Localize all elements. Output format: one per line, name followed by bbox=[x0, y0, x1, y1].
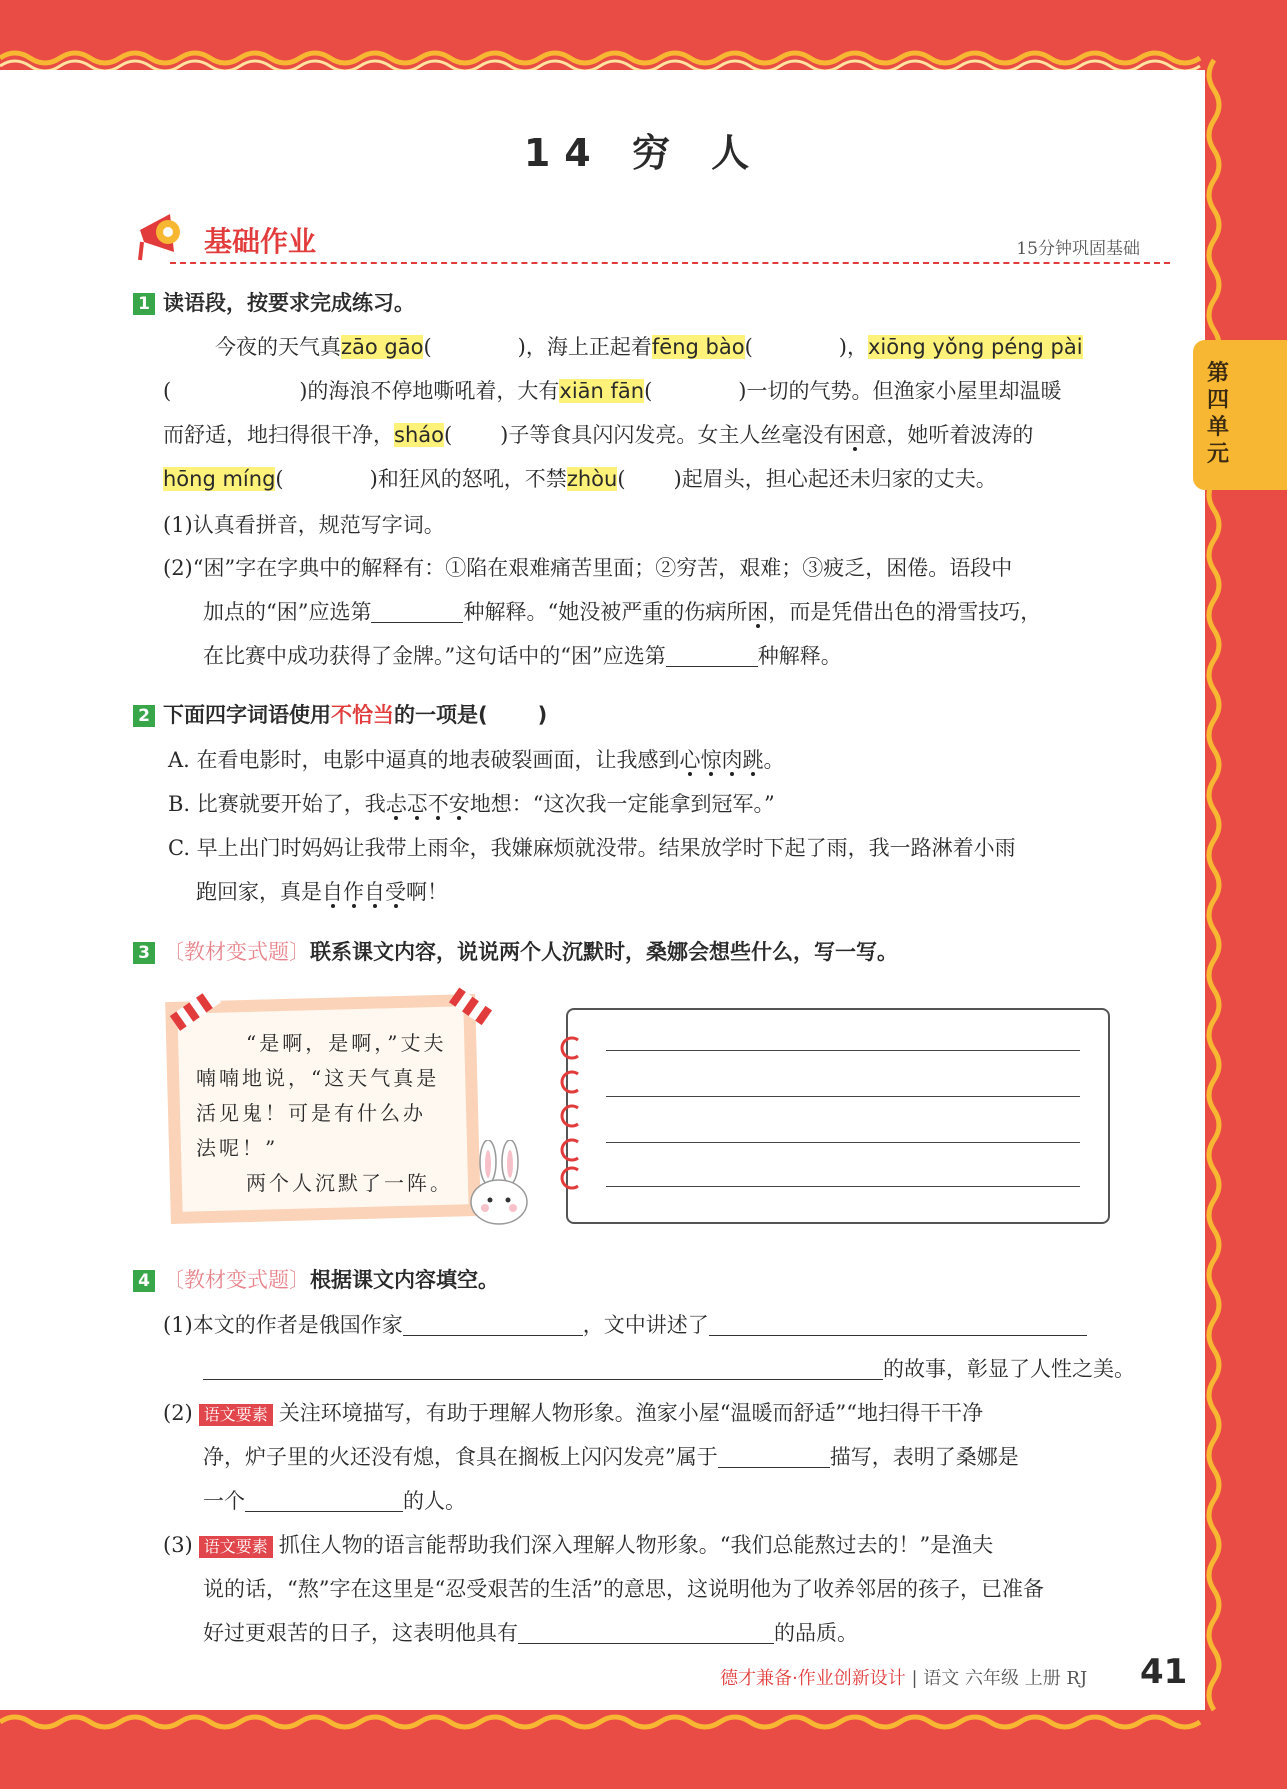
bunny-icon bbox=[460, 1140, 540, 1230]
q2-option-c-line1: C. 早上出门时妈妈让我带上雨伞，我嫌麻烦就没带。结果放学时下起了雨，我一路淋着小雨 bbox=[168, 836, 1016, 860]
q4-s2-line3 bbox=[203, 1486, 466, 1516]
writing-line[interactable] bbox=[606, 1142, 1080, 1143]
pinyin-xianfan: xiān fān bbox=[559, 379, 645, 403]
q1-paragraph-line1 bbox=[215, 332, 1083, 362]
q1-text: ， bbox=[846, 335, 868, 359]
option-text: A. 在看电影时，电影中逼真的地表破裂画面，让我感到 bbox=[168, 748, 680, 772]
q1-text: 而舒适，地扫得很干净， bbox=[163, 423, 394, 447]
q1-text: 种解释。 bbox=[757, 644, 842, 668]
answer-paren[interactable]: ( ) bbox=[163, 379, 308, 403]
q1-text: ，而是凭借出色的滑雪技巧， bbox=[768, 600, 1042, 624]
dotted-char-kun: 困 bbox=[844, 423, 866, 447]
writing-line[interactable] bbox=[606, 1186, 1080, 1187]
quote-line: “是啊，是啊，”丈夫 bbox=[246, 1031, 447, 1055]
answer-paren[interactable]: ( ) bbox=[644, 379, 747, 403]
q4-text: ，文中讲述了 bbox=[582, 1313, 709, 1337]
q1-prompt: 读语段，按要求完成练习。 bbox=[163, 291, 415, 315]
q1-text: 子等食具闪闪发亮。女主人丝毫没有 bbox=[508, 423, 845, 447]
q4-text: 的故事，彰显了人性之美。 bbox=[883, 1357, 1135, 1381]
dotted-char: 自 bbox=[364, 880, 385, 904]
q1-sub2-line3 bbox=[203, 641, 842, 671]
answer-paren[interactable]: ( ) bbox=[275, 467, 378, 491]
q4-prompt-line bbox=[133, 1265, 499, 1295]
q4-text: 好过更艰苦的日子，这表明他具有 bbox=[203, 1621, 518, 1645]
answer-blank[interactable] bbox=[403, 1313, 583, 1336]
unit-tab-label: 第四单元 bbox=[1207, 361, 1230, 467]
dotted-char: 安 bbox=[448, 792, 470, 816]
q1-number: 1 bbox=[133, 293, 155, 315]
section-divider bbox=[170, 262, 1170, 264]
unit-tab bbox=[1193, 340, 1287, 490]
answer-blank[interactable] bbox=[518, 1621, 774, 1644]
language-element-badge: 语文要素 bbox=[199, 1536, 273, 1558]
q1-text: 种解释。“她没被严重的伤病所 bbox=[463, 600, 748, 624]
q4-number: 4 bbox=[133, 1270, 155, 1292]
section-note: 15分钟巩固基础 bbox=[1016, 239, 1140, 259]
notebook-rings-icon bbox=[552, 1030, 586, 1190]
q2-prompt-emphasis: 不恰当 bbox=[331, 703, 394, 727]
answer-paren[interactable]: ( ) bbox=[443, 423, 509, 447]
answer-blank[interactable] bbox=[718, 1445, 830, 1468]
quote-text bbox=[196, 1026, 476, 1201]
q3-tag: 〔教材变式题〕 bbox=[163, 940, 310, 964]
q4-s2-line1 bbox=[163, 1398, 983, 1428]
section-title: 基础作业 bbox=[204, 225, 317, 258]
q2-prompt: 下面四字词语使用 bbox=[163, 703, 331, 727]
q1-text: 一切的气势。但渔家小屋里却温暖 bbox=[746, 379, 1062, 403]
q2-option-c-line2 bbox=[196, 877, 448, 907]
q2-prompt: 的一项是( bbox=[394, 703, 488, 727]
q4-s3-line3 bbox=[203, 1618, 858, 1648]
q1-text: 的海浪不停地嘶吼着，大有 bbox=[307, 379, 560, 403]
dotted-word bbox=[386, 792, 470, 816]
megaphone-icon bbox=[130, 208, 196, 266]
answer-blank[interactable] bbox=[371, 600, 463, 623]
option-text: 。 bbox=[763, 748, 785, 772]
q3-number: 3 bbox=[133, 942, 155, 964]
dotted-char: 惊 bbox=[700, 748, 722, 772]
q1-text: 在比赛中成功获得了金牌。”这句话中的“困”应选第 bbox=[203, 644, 666, 668]
answer-blank[interactable] bbox=[245, 1489, 403, 1512]
q1-text: 加点的“困”应选第 bbox=[203, 600, 372, 624]
q4-s2-line2 bbox=[203, 1442, 1019, 1472]
q1-sub1: (1)认真看拼音，规范写字词。 bbox=[163, 513, 445, 537]
quote-line: 喃喃地说，“这天气真是 bbox=[196, 1066, 440, 1090]
dotted-char: 作 bbox=[343, 880, 364, 904]
dotted-char: 自 bbox=[322, 880, 343, 904]
dotted-char: 忑 bbox=[406, 792, 428, 816]
dotted-char: 肉 bbox=[721, 748, 743, 772]
q1-paragraph-line4 bbox=[163, 464, 997, 494]
answer-paren[interactable]: ( ) bbox=[617, 467, 682, 491]
q4-text: 的人。 bbox=[403, 1489, 466, 1513]
q4-s1-line1 bbox=[163, 1310, 1087, 1340]
dotted-char: 跳 bbox=[742, 748, 764, 772]
q2-prompt: ) bbox=[537, 703, 548, 727]
q1-prompt-line bbox=[133, 288, 415, 318]
q4-s1-line2 bbox=[203, 1354, 1135, 1384]
quote-line: 法呢！” bbox=[196, 1136, 279, 1160]
footer-brand: 德才兼备·作业创新设计 bbox=[720, 1668, 906, 1689]
q4-text: (1)本文的作者是俄国作家 bbox=[163, 1313, 403, 1337]
q4-tag: 〔教材变式题〕 bbox=[163, 1268, 310, 1292]
footer-info: | 语文 六年级 上册 RJ bbox=[911, 1668, 1088, 1689]
writing-area[interactable] bbox=[566, 1008, 1110, 1224]
pinyin-zhou: zhòu bbox=[566, 467, 618, 491]
q3-prompt-line bbox=[133, 937, 898, 967]
q1-text: 今夜的天气真 bbox=[215, 335, 341, 359]
q2-option-b bbox=[168, 789, 775, 819]
writing-line[interactable] bbox=[606, 1050, 1080, 1051]
answer-paren[interactable]: ( ) bbox=[744, 335, 847, 359]
footer bbox=[720, 1664, 1087, 1690]
dotted-word bbox=[322, 880, 406, 904]
page-number: 41 bbox=[1140, 1652, 1188, 1692]
q1-paragraph-line3 bbox=[163, 420, 1033, 450]
q4-text: 的品质。 bbox=[774, 1621, 858, 1645]
q2-number: 2 bbox=[133, 705, 155, 727]
pinyin-shao: sháo bbox=[394, 423, 444, 447]
option-text: 啊！ bbox=[406, 880, 448, 904]
section-header bbox=[130, 208, 1170, 268]
option-text: 地想：“这次我一定能拿到冠军。” bbox=[469, 792, 775, 816]
q1-paragraph-line2 bbox=[163, 376, 1062, 406]
pinyin-hongming: hōng míng bbox=[163, 467, 276, 491]
q1-text: ，海上正起着 bbox=[525, 335, 652, 359]
quote-line: 两个人沉默了一阵。 bbox=[246, 1171, 453, 1195]
q3-prompt: 联系课文内容，说说两个人沉默时，桑娜会想些什么，写一写。 bbox=[310, 940, 898, 964]
answer-blank[interactable] bbox=[203, 1357, 883, 1380]
lesson-title: 14 穷 人 bbox=[523, 131, 764, 175]
q4-s3-line2: 说的话，“熬”字在这里是“忍受艰苦的生活”的意思，这说明他为了收养邻居的孩子，已准备 bbox=[203, 1577, 1044, 1601]
q2-prompt-line bbox=[133, 700, 547, 730]
answer-blank[interactable] bbox=[709, 1313, 1087, 1336]
q4-prompt: 根据课文内容填空。 bbox=[310, 1268, 499, 1292]
q1-text: 意，她听着波涛的 bbox=[865, 423, 1034, 447]
q4-text: 关注环境描写，有助于理解人物形象。渔家小屋“温暖而舒适”“地扫得干干净 bbox=[278, 1401, 983, 1425]
pinyin-xiongyong: xiōng yǒng péng pài bbox=[867, 335, 1083, 359]
dotted-word bbox=[680, 748, 764, 772]
q1-text: 起眉头，担心起还未归家的丈夫。 bbox=[681, 467, 997, 491]
quote-line: 活见鬼！可是有什么办 bbox=[196, 1101, 426, 1125]
q4-text: (2) bbox=[163, 1401, 193, 1425]
q1-sub2-line2 bbox=[203, 597, 1041, 627]
dotted-char: 不 bbox=[427, 792, 449, 816]
dotted-char: 心 bbox=[679, 748, 701, 772]
answer-paren[interactable]: ( ) bbox=[423, 335, 526, 359]
q4-text: 净，炉子里的火还没有熄，食具在搁板上闪闪发亮”属于 bbox=[203, 1445, 718, 1469]
pinyin-fengbao: fēng bào bbox=[651, 335, 745, 359]
pinyin-zaogao: zāo gāo bbox=[341, 335, 424, 359]
q1-text: 和狂风的怒吼，不禁 bbox=[377, 467, 567, 491]
q4-text: (3) bbox=[163, 1533, 193, 1557]
dotted-char: 忐 bbox=[385, 792, 407, 816]
q4-text: 一个 bbox=[203, 1489, 245, 1513]
language-element-badge: 语文要素 bbox=[199, 1404, 273, 1426]
q4-s3-line1 bbox=[163, 1530, 993, 1560]
dotted-char: 受 bbox=[385, 880, 406, 904]
q4-text: 描写，表明了桑娜是 bbox=[829, 1445, 1019, 1469]
q1-sub2-line1: (2)“困”字在字典中的解释有：①陷在艰难痛苦里面；②穷苦，艰难；③疲乏，困倦。语段中 bbox=[163, 556, 1013, 580]
q2-option-a bbox=[168, 745, 785, 775]
dotted-char-kun: 困 bbox=[747, 600, 769, 624]
option-text: 跑回家，真是 bbox=[196, 880, 322, 904]
option-text: B. 比赛就要开始了，我 bbox=[168, 792, 386, 816]
writing-line[interactable] bbox=[606, 1096, 1080, 1097]
answer-blank[interactable] bbox=[666, 644, 758, 667]
q4-text: 抓住人物的语言能帮助我们深入理解人物形象。“我们总能熬过去的！”是渔夫 bbox=[278, 1533, 994, 1557]
